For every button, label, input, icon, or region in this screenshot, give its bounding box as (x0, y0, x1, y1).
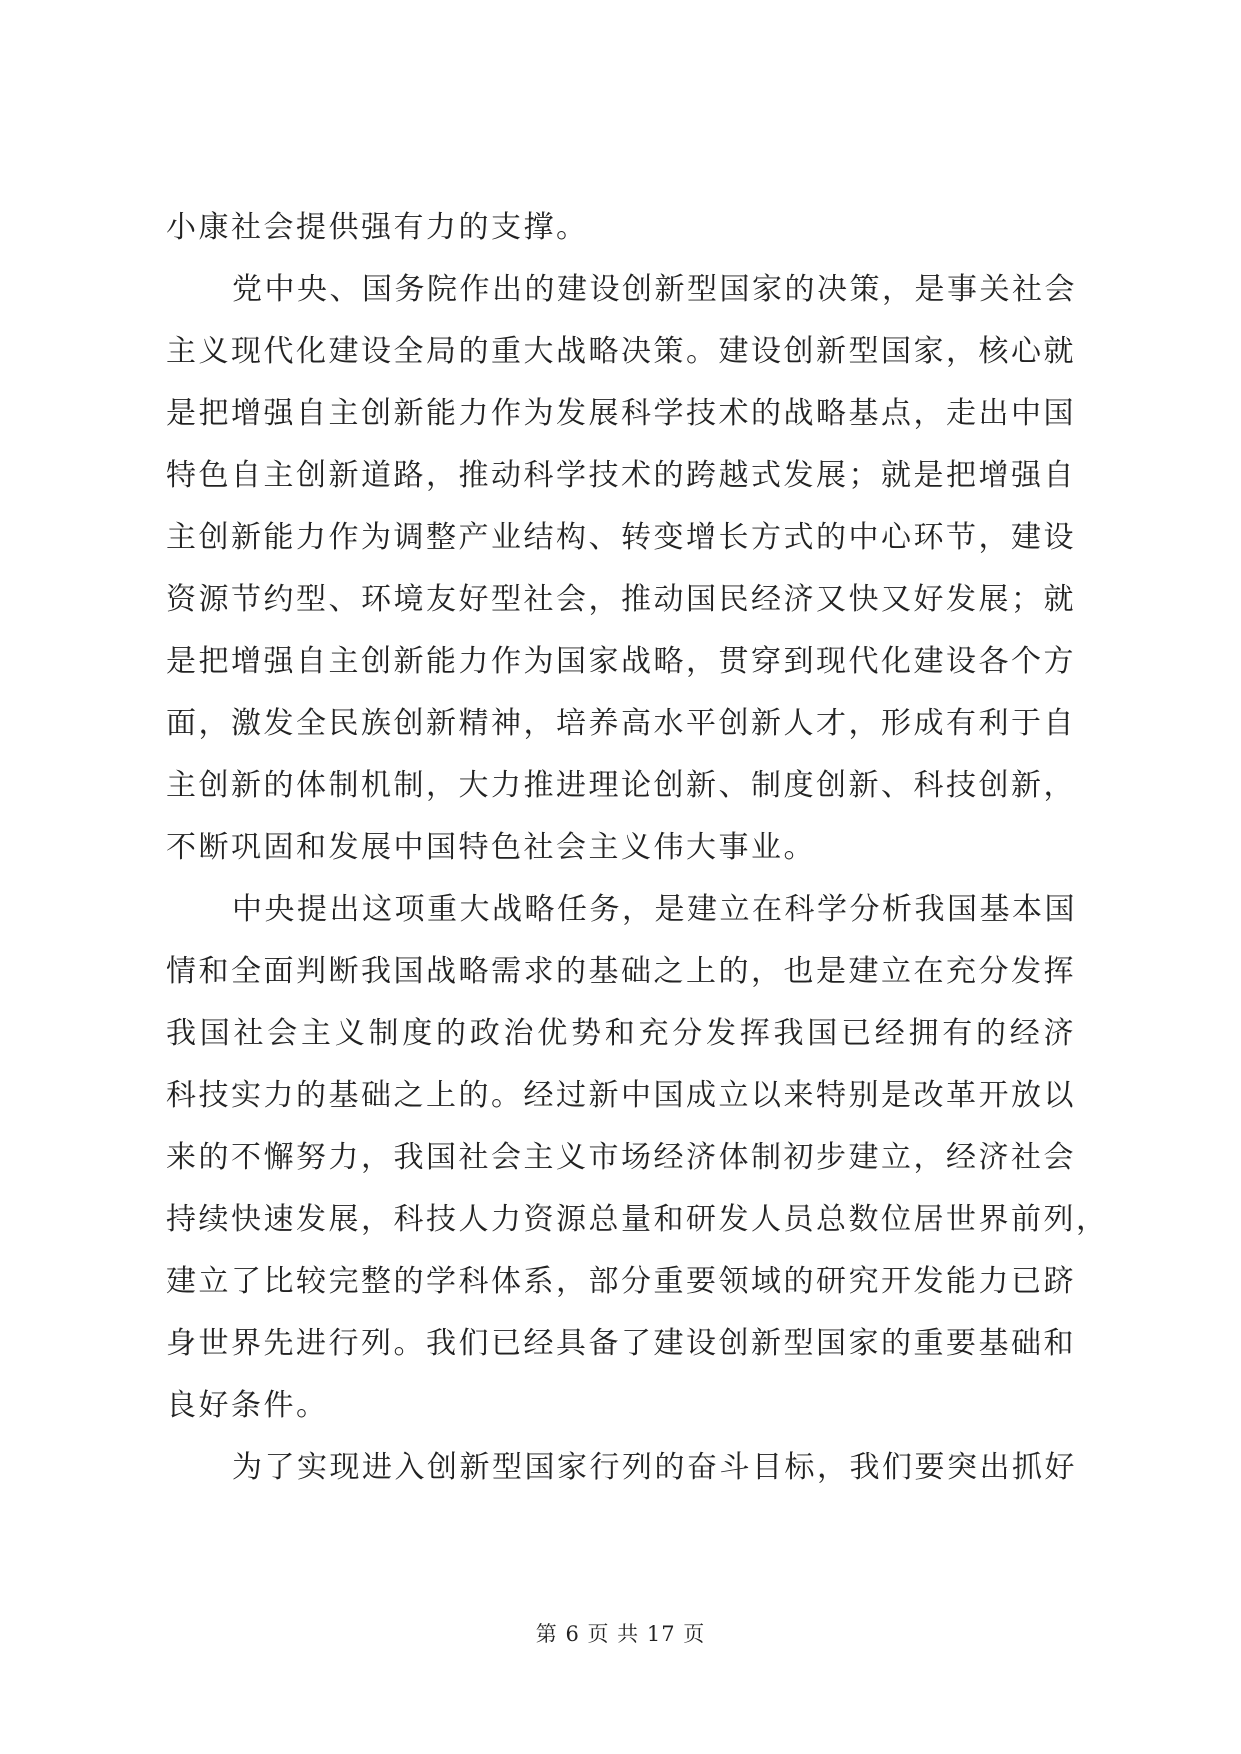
text-line: 我国社会主义制度的政治优势和充分发挥我国已经拥有的经济 (166, 1016, 1076, 1051)
text-line: 身世界先进行列。我们已经具备了建设创新型国家的重要基础和 (166, 1326, 1076, 1361)
text-line: 主创新能力作为调整产业结构、转变增长方式的中心环节，建设 (166, 520, 1076, 555)
text-line: 面，激发全民族创新精神，培养高水平创新人才，形成有利于自 (166, 706, 1076, 741)
text-line: 良好条件。 (166, 1388, 329, 1423)
text-line: 是把增强自主创新能力作为发展科学技术的战略基点，走出中国 (166, 396, 1076, 431)
paragraph-first-line: 为了实现进入创新型国家行列的奋斗目标，我们要突出抓好 (232, 1450, 1077, 1485)
page-footer: 第 6 页 共 17 页 (535, 1622, 706, 1646)
text-line: 主义现代化建设全局的重大战略决策。建设创新型国家，核心就 (166, 334, 1076, 369)
text-line: 资源节约型、环境友好型社会，推动国民经济又快又好发展；就 (166, 582, 1076, 617)
text-line: 持续快速发展，科技人力资源总量和研发人员总数位居世界前列， (166, 1202, 1109, 1237)
text-line: 科技实力的基础之上的。经过新中国成立以来特别是改革开放以 (166, 1078, 1076, 1113)
paragraph-first-line: 中央提出这项重大战略任务，是建立在科学分析我国基本国 (232, 892, 1077, 927)
text-line: 情和全面判断我国战略需求的基础之上的，也是建立在充分发挥 (166, 954, 1076, 989)
text-line: 建立了比较完整的学科体系，部分重要领域的研究开发能力已跻 (166, 1264, 1076, 1299)
paragraph-first-line: 党中央、国务院作出的建设创新型国家的决策，是事关社会 (232, 272, 1077, 307)
text-line: 小康社会提供强有力的支撑。 (166, 210, 589, 245)
text-line: 是把增强自主创新能力作为国家战略，贯穿到现代化建设各个方 (166, 644, 1076, 679)
text-line: 主创新的体制机制，大力推进理论创新、制度创新、科技创新， (166, 768, 1076, 803)
text-line: 来的不懈努力，我国社会主义市场经济体制初步建立，经济社会 (166, 1140, 1076, 1175)
text-line: 特色自主创新道路，推动科学技术的跨越式发展；就是把增强自 (166, 458, 1076, 493)
text-line: 不断巩固和发展中国特色社会主义伟大事业。 (166, 830, 816, 865)
